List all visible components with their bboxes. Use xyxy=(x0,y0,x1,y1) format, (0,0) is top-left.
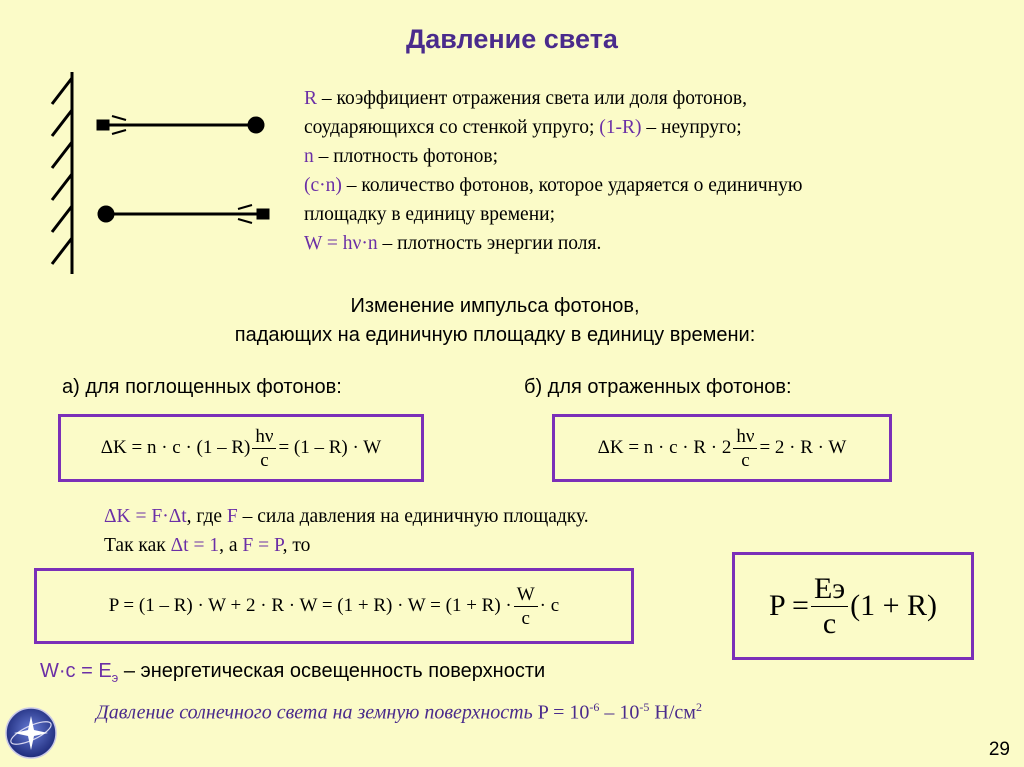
label-reflected: б) для отраженных фотонов: xyxy=(524,376,792,398)
solar-pressure-note: Давление солнечного света на земную поверхность $P = 10^{-6} - 10^{-5}$ $Н/см^2$ xyxy=(96,700,702,724)
incoming-photon-arrow xyxy=(98,116,263,134)
force-definition: ΔK = F·Δt, где F – сила давления на единичную площадку. Так как Δt = 1, а F = P, то xyxy=(104,506,589,556)
fraction-e-c: $\frac{Eэ}{c}$ xyxy=(811,574,848,639)
wall xyxy=(52,72,72,274)
page-number: 29 xyxy=(988,739,1010,760)
fraction-hv-c: $\frac{h\nu}{c}$ xyxy=(252,427,276,470)
definition-cn-cont: площадку в единицу времени; xyxy=(304,204,555,225)
definitions-block xyxy=(304,84,802,258)
definition-n: n – плотность фотонов; xyxy=(304,146,499,167)
definition-r-cont: соударяющихся со стенкой упруго; (1-R) – неупруго; xyxy=(304,117,742,138)
illumination-definition: $W\cdot c = E_э$ – энергетическая освещенность поверхности xyxy=(40,660,546,685)
formula-pressure-derivation: P = (1 – R) · W + 2 · R · W = (1 + R) · W = (1 + R) · $\frac{W}{c}$ · c xyxy=(34,568,634,644)
momentum-heading: Изменение импульса фотонов, падающих на единичную площадку в единицу времени: xyxy=(234,295,756,346)
formula-absorbed: ΔK = n · c · (1 – R) $\frac{h\nu}{c}$ = (1 – R) · W xyxy=(58,414,424,482)
photon-wall-diagram xyxy=(40,70,280,280)
formula-result: P = $\frac{Eэ}{c}$ (1 + R) xyxy=(732,552,974,660)
reflected-photon-arrow xyxy=(99,205,268,223)
fraction-hv-c: $\frac{h\nu}{c}$ xyxy=(733,427,757,470)
fraction-w-c: $\frac{W}{c}$ xyxy=(514,585,538,628)
label-absorbed: а) для поглощенных фотонов: xyxy=(62,376,342,398)
slide-title: Давление света xyxy=(406,24,618,54)
star-logo-icon xyxy=(4,706,58,760)
formula-reflected: ΔK = n · c · R · 2 $\frac{h\nu}{c}$ = 2 · R · W xyxy=(552,414,892,482)
definition-r: R – коэффициент отражения света или доля фотонов, xyxy=(304,88,748,109)
definition-cn: (c·n) – количество фотонов, которое ударяется о единичную xyxy=(304,175,803,196)
definition-w: W = hν·n – плотность энергии поля. xyxy=(304,233,602,254)
